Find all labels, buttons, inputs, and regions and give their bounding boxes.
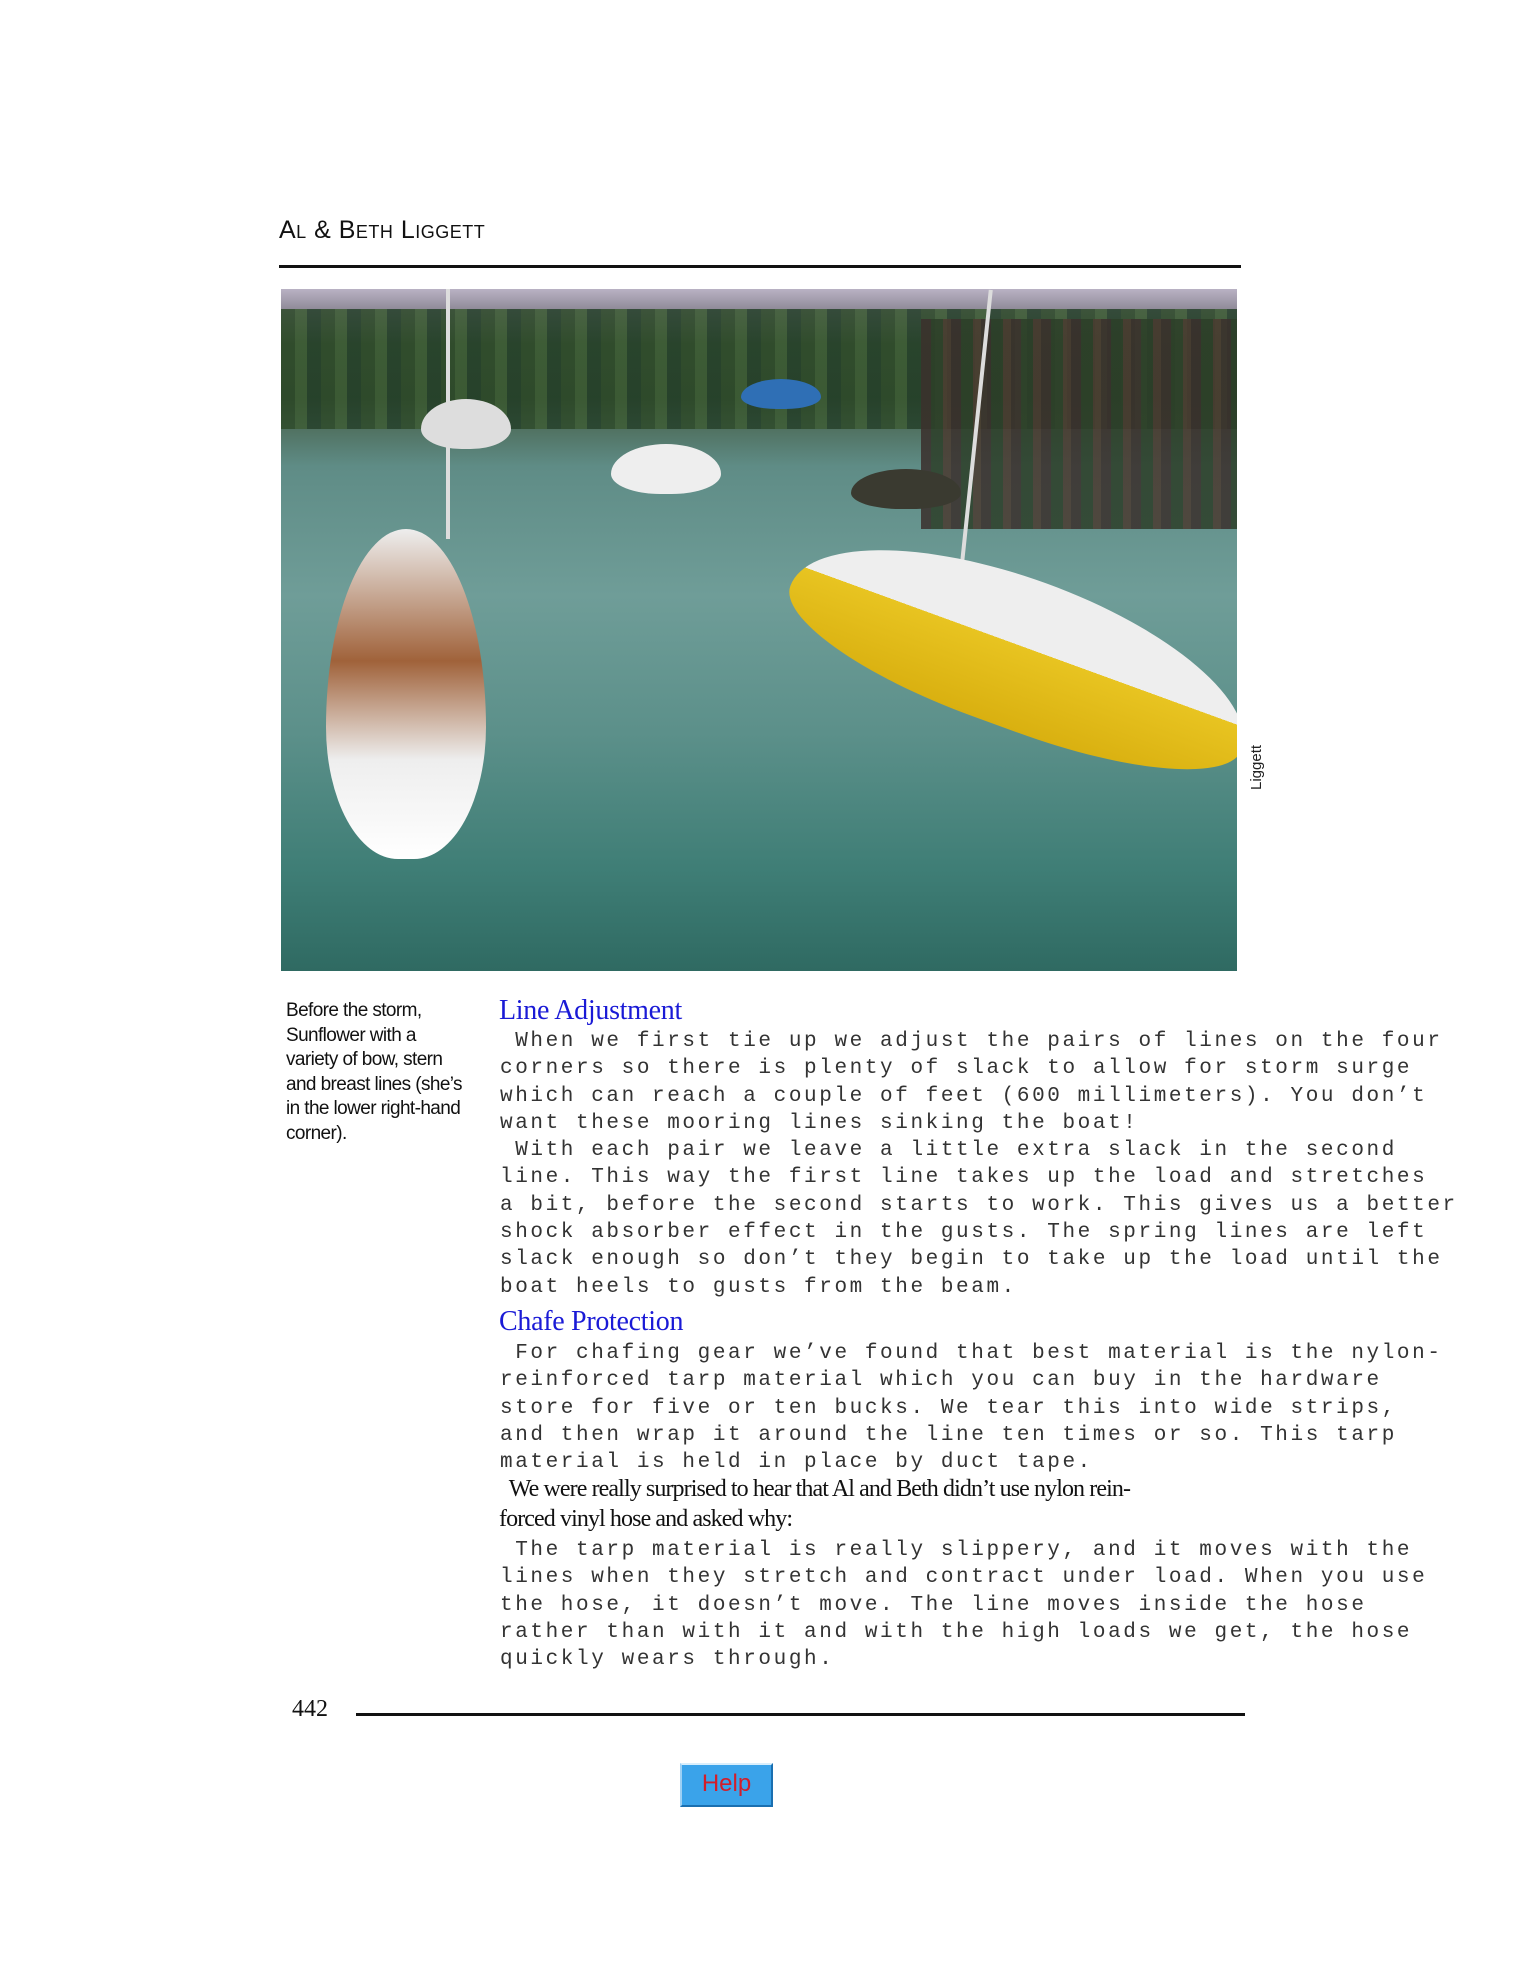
text-line: store for five or ten bucks. We tear this into wide strips, — [500, 1396, 1397, 1420]
text-line: line. This way the first line takes up the load and stretches — [500, 1166, 1428, 1190]
body-paragraph — [500, 1028, 1458, 1301]
text-line: We were really surprised to hear that Al and Beth didn’t use nylon rein- — [499, 1476, 1131, 1502]
text-line: The tarp material is really slippery, and it moves with the — [500, 1539, 1413, 1562]
text-line: With each pair we leave a little extra slack in the second — [500, 1139, 1397, 1163]
text-line: which can reach a couple of feet (600 millimeters). You don’t — [500, 1084, 1428, 1108]
text-line: corners so there is plenty of slack to allow for storm surge — [500, 1057, 1413, 1081]
photo-boat-sunflower — [770, 501, 1237, 806]
running-head: Al & Beth Liggett — [279, 216, 486, 244]
body-paragraph — [500, 1340, 1443, 1476]
text-line: When we first tie up we adjust the pairs of lines on the four — [500, 1030, 1443, 1053]
text-line: For chafing gear we’ve found that best material is the nylon- — [500, 1342, 1443, 1365]
text-line: rather than with it and with the high loads we get, the hose — [500, 1620, 1413, 1644]
harbor-photo — [281, 289, 1237, 971]
photo-boat — [851, 469, 961, 509]
text-line: material is held in place by duct tape. — [500, 1451, 1093, 1475]
photo-boat — [611, 444, 721, 494]
text-line: the hose, it doesn’t move. The line moves inside the hose — [500, 1593, 1367, 1617]
text-line: boat heels to gusts from the beam. — [500, 1275, 1017, 1299]
text-line: and then wrap it around the line ten times or so. This tarp — [500, 1423, 1397, 1447]
photo-caption: Before the storm, Sunflower with a variety of bow, stern and breast lines (she’s in the lower right-hand corner). — [286, 1000, 462, 1144]
help-button[interactable]: Help — [680, 1763, 773, 1807]
header-rule — [279, 265, 1241, 268]
body-paragraph — [500, 1537, 1427, 1673]
text-line: slack enough so don’t they begin to take up the load until the — [500, 1248, 1443, 1272]
text-line: lines when they stretch and contract under load. When you use — [500, 1566, 1428, 1590]
heading-line-adjustment: Line Adjustment — [499, 995, 682, 1026]
text-line: forced vinyl hose and asked why: — [499, 1506, 793, 1532]
text-line: quickly wears through. — [500, 1648, 835, 1672]
text-line: reinforced tarp material which you can buy in the hardware — [500, 1369, 1382, 1393]
page-number: 442 — [292, 1696, 328, 1722]
text-line: shock absorber effect in the gusts. The spring lines are left — [500, 1221, 1428, 1245]
footer-rule — [356, 1713, 1245, 1716]
text-line: want these mooring lines sinking the boat! — [500, 1111, 1139, 1135]
photo-boat — [741, 379, 821, 409]
photo-boat-left — [326, 529, 486, 859]
text-line: a bit, before the second starts to work. This gives us a better — [500, 1193, 1458, 1217]
photo-credit: Liggett — [1248, 744, 1265, 790]
interviewer-question — [499, 1474, 1130, 1534]
heading-chafe-protection: Chafe Protection — [499, 1306, 684, 1337]
